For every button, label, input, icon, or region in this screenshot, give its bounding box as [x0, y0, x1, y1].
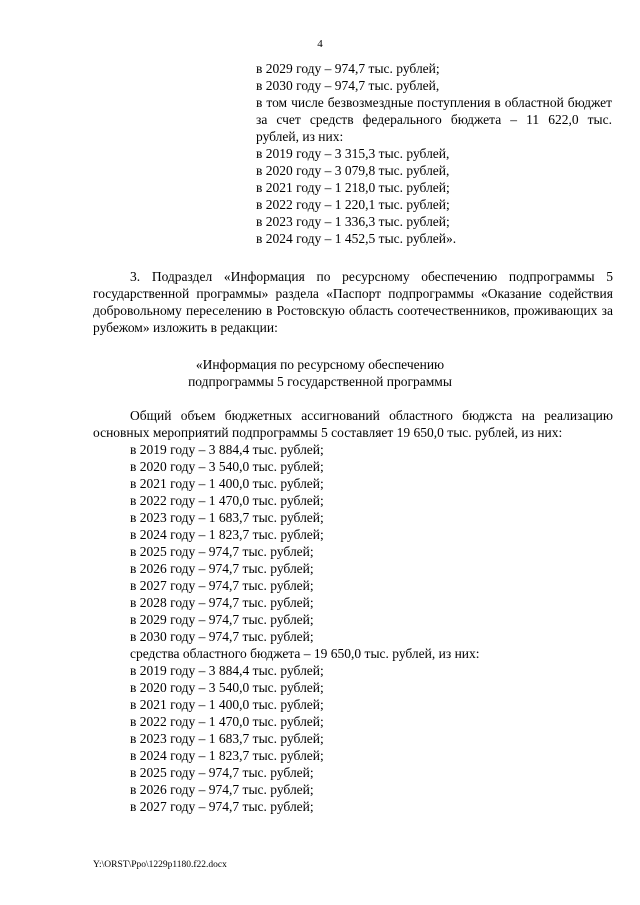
section-3: [93, 268, 613, 336]
subsection-title: [0, 356, 640, 390]
total-funding-paragraph: Общий объем бюджетных ассигнований областного бюджста на реализацию основных мероприятий подпрограммы 5 составляет 19 650,0 тыс. рублей, из них:: [93, 408, 613, 440]
section-3-paragraph: 3. Подраздел «Информация по ресурсному обеспечению подпрограммы 5 государственной программы» раздела «Паспорт подпрограммы «Оказание содействия добровольному переселению в Ростовскую область соотечественников, проживающих за рубежом» изложить в редакции:: [93, 269, 613, 335]
title-line-2: подпрограммы 5 государственной программы: [188, 374, 452, 389]
year-line: в 2020 году – 3 540,0 тыс. рублей;: [130, 680, 324, 695]
title-line-1: «Информация по ресурсному обеспечению: [195, 357, 445, 372]
funding-body: [93, 407, 613, 815]
year-line: в 2021 году – 1 218,0 тыс. рублей;: [256, 180, 450, 195]
year-line: в 2020 году – 3 079,8 тыс. рублей,: [256, 163, 450, 178]
budget-continuation-block: [256, 60, 612, 247]
year-line: в 2026 году – 974,7 тыс. рублей;: [130, 561, 314, 576]
year-line: в 2023 году – 1 683,7 тыс. рублей;: [130, 731, 324, 746]
year-line: в 2019 году – 3 315,3 тыс. рублей,: [256, 146, 450, 161]
year-line: в 2026 году – 974,7 тыс. рублей;: [130, 782, 314, 797]
year-line: в 2028 году – 974,7 тыс. рублей;: [130, 595, 314, 610]
year-line: в 2027 году – 974,7 тыс. рублей;: [130, 578, 314, 593]
year-line: в 2022 году – 1 220,1 тыс. рублей;: [256, 197, 450, 212]
year-line: в 2024 году – 1 823,7 тыс. рублей;: [130, 748, 324, 763]
year-line: в 2030 году – 974,7 тыс. рублей;: [130, 629, 314, 644]
year-line: в 2022 году – 1 470,0 тыс. рублей;: [130, 493, 324, 508]
regional-budget-subhead: средства областного бюджета – 19 650,0 тыс. рублей, из них:: [130, 646, 480, 661]
year-line: в 2020 году – 3 540,0 тыс. рублей;: [130, 459, 324, 474]
federal-funds-paragraph: в том числе безвозмездные поступления в областной бюджет за счет средств федерального бюджета – 11 622,0 тыс. рублей, из них:: [256, 95, 612, 144]
file-path-footer: Y:\ORST\Ppo\1229p1180.f22.docx: [93, 860, 227, 870]
year-line: в 2029 году – 974,7 тыс. рублей;: [130, 612, 314, 627]
year-line: в 2019 году – 3 884,4 тыс. рублей;: [130, 442, 324, 457]
year-line: в 2021 году – 1 400,0 тыс. рублей;: [130, 697, 324, 712]
year-line: в 2024 году – 1 452,5 тыс. рублей».: [256, 231, 457, 246]
year-line: в 2030 году – 974,7 тыс. рублей,: [256, 78, 440, 93]
page-number: 4: [317, 38, 323, 50]
year-line: в 2027 году – 974,7 тыс. рублей;: [130, 799, 314, 814]
year-line: в 2023 году – 1 336,3 тыс. рублей;: [256, 214, 450, 229]
year-line: в 2019 году – 3 884,4 тыс. рублей;: [130, 663, 324, 678]
year-line: в 2024 году – 1 823,7 тыс. рублей;: [130, 527, 324, 542]
year-line: в 2021 году – 1 400,0 тыс. рублей;: [130, 476, 324, 491]
year-list-total: [93, 441, 613, 815]
year-line: в 2025 году – 974,7 тыс. рублей;: [130, 765, 314, 780]
year-line: в 2029 году – 974,7 тыс. рублей;: [256, 61, 440, 76]
year-line: в 2025 году – 974,7 тыс. рублей;: [130, 544, 314, 559]
year-line: в 2022 году – 1 470,0 тыс. рублей;: [130, 714, 324, 729]
year-line: в 2023 году – 1 683,7 тыс. рублей;: [130, 510, 324, 525]
